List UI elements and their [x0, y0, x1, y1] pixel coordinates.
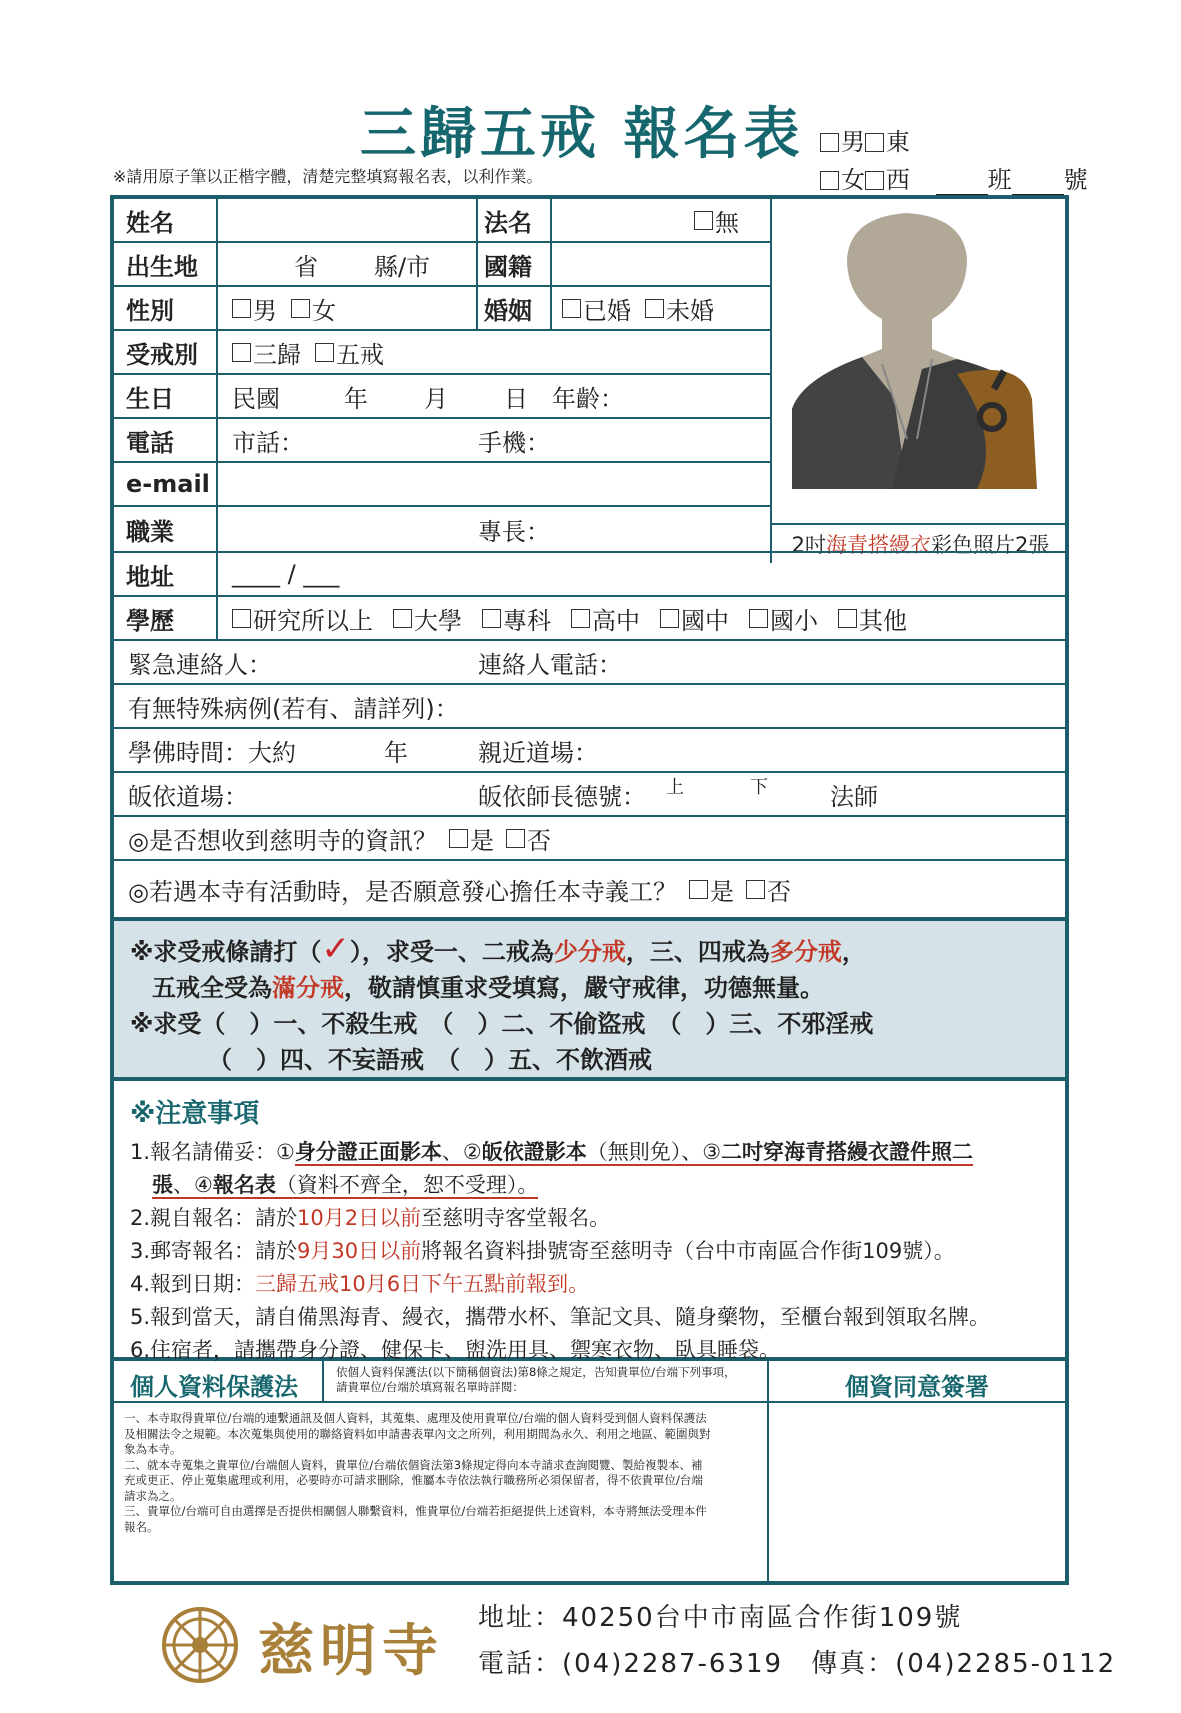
want-info-question[interactable]: ◎是否想收到慈明寺的資訊？ 是 否 — [128, 826, 551, 855]
female-checkbox[interactable] — [820, 171, 839, 190]
nearby-temple-field[interactable]: 親近道場： — [478, 738, 598, 767]
temple-name: 慈明寺 — [258, 1618, 444, 1684]
row-emergency — [114, 641, 1065, 685]
note-4: 4.報到日期：三歸五戒10月6日下午五點前報到。 — [130, 1272, 590, 1296]
address-label: 地址 — [126, 562, 174, 591]
row-study: 學佛時間：大約 年 親近道場： — [114, 729, 1065, 773]
landline-field[interactable]: 市話： — [232, 428, 304, 457]
class-field[interactable] — [936, 173, 988, 195]
privacy-body: 一、本寺取得貴單位/台端的連繫通訊及個人資料，其蒐集、處理及使用貴單位/台端的個人資料受到個人資料保護法及相關法令之規範。本次蒐集與使用的聯絡資料如申請書表單內文之所列，利用期間為永久、利用之地區、範圍與對象為本寺。 二、就本寺蒐集之貴單位/台端個人資料，貴單位/台端依個資法第3條規定得向本寺請求查詢閱覽、製給複製本、補充或更正、停止蒐集處理或利用，必要時亦可請求刪除，惟屬本寺依法執行職務所必須保留者，得不依貴單位/台端請求為之。 三、貴單位/台端可自由選擇是否提供相關個人聯繫資料，惟貴單位/台端若拒絕提供上述資料，本寺將無法受理本件報名。 — [124, 1411, 711, 1534]
form-frame — [110, 195, 1069, 1585]
row-birthplace — [114, 243, 770, 287]
number-field[interactable] — [1012, 173, 1064, 195]
name-field[interactable] — [218, 199, 466, 241]
dharma-name-label: 法名 — [484, 208, 532, 237]
row-illness — [114, 685, 1065, 729]
west-checkbox[interactable] — [865, 171, 884, 190]
male-checkbox[interactable] — [820, 133, 839, 152]
birthday-label: 生日 — [126, 384, 174, 413]
row-want-info — [114, 817, 1065, 861]
row-name — [114, 199, 770, 243]
precepts-line-2: 五戒全受為滿分戒，敬請慎重求受填寫，嚴守戒律，功德無量。 — [152, 974, 824, 1002]
silhouette-icon — [772, 199, 1071, 523]
precepts-panel — [114, 921, 1065, 1081]
note-2: 2.親自報名：請於10月2日以前至慈明寺客堂報名。 — [130, 1206, 611, 1230]
check-icon: ✓ — [321, 929, 350, 969]
page-title: 三歸五戒 報名表 — [360, 101, 804, 167]
birthplace-label: 出生地 — [126, 252, 198, 281]
temple-contact — [478, 1595, 1116, 1687]
job-label: 職業 — [126, 517, 174, 546]
county-city-text: 縣/市 — [374, 252, 431, 281]
photo-box[interactable] — [770, 199, 1069, 563]
gender-east-checkboxes[interactable]: 男 東 — [820, 122, 910, 157]
sex-options[interactable]: 男 女 — [232, 287, 336, 329]
precepts-line-1: ※求受戒條請打（✓），求受一、二戒為少分戒，三、四戒為多分戒， — [130, 929, 866, 969]
note-1-cont: 張、④報名表（資料不齊全，恕不受理）。 — [152, 1173, 539, 1197]
email-label: e-mail — [126, 470, 210, 498]
signature-field[interactable] — [769, 1405, 1065, 1581]
row-precept-type — [114, 331, 770, 375]
illness-field[interactable]: 有無特殊病例(若有、請詳列)： — [128, 694, 459, 723]
privacy-section — [114, 1361, 1065, 1583]
note-6: 6.住宿者，請攜帶身分證、健保卡、盥洗用具、禦寒衣物、臥具睡袋。 — [130, 1338, 781, 1362]
east-checkbox[interactable] — [865, 133, 884, 152]
privacy-title: 個人資料保護法 — [130, 1373, 298, 1401]
volunteer-question[interactable]: ◎若遇本寺有活動時，是否願意發心擔任本寺義工？ 是 否 — [128, 877, 791, 906]
temple-address: 地址：40250台中市南區合作街109號 — [478, 1603, 963, 1633]
note-5: 5.報到當天，請自備黑海青、縵衣，攜帶水杯、筆記文具、隨身藥物，至櫃台報到領取名牌。 — [130, 1305, 991, 1329]
notes-title: ※注意事項 — [130, 1099, 260, 1129]
specialty-field[interactable]: 專長： — [478, 517, 550, 546]
sign-title: 個資同意簽署 — [845, 1373, 989, 1401]
education-options[interactable]: 研究所以上 大學 專科 高中 國中 國小 其他 — [232, 597, 907, 639]
class-number-line: 女 西 班 號 — [820, 160, 1088, 195]
row-sex-marriage — [114, 287, 770, 331]
notes-section — [114, 1081, 1065, 1361]
sex-label: 性別 — [126, 296, 174, 325]
province-text: 省 — [294, 252, 318, 281]
refuge-master-field[interactable]: 皈依師長德號： — [478, 782, 646, 811]
row-education — [114, 597, 1065, 641]
phone-label: 電話 — [126, 428, 174, 457]
row-volunteer — [114, 861, 1065, 921]
refuge-temple-field[interactable]: 皈依道場： — [128, 782, 248, 811]
photo-caption: 2吋 海青搭縵衣 彩色照片2張 — [772, 523, 1069, 563]
precepts-line-4[interactable]: （ ）四、不妄語戒 （ ）五、不飲酒戒 — [208, 1046, 652, 1074]
no-dharma-name-option[interactable]: 無 — [694, 199, 739, 241]
note-1: 1.報名請備妥：①身分證正面影本、②皈依證影本（無則免）、③二吋穿海青搭縵衣證件照二 — [130, 1140, 974, 1164]
row-phone — [114, 419, 770, 463]
marriage-label: 婚姻 — [484, 296, 532, 325]
education-label: 學歷 — [126, 606, 174, 635]
precept-type-label: 受戒別 — [126, 340, 198, 369]
row-job — [114, 507, 770, 551]
row-birthday: 生日 民國 年 月 日 年齡： — [114, 375, 770, 419]
address-field[interactable]: ____ / ___ — [232, 560, 340, 588]
privacy-note: 依個人資料保護法(以下簡稱個資法)第8條之規定，告知貴單位/台端下列事項，請貴單位/台端於填寫報名單時詳閱： — [336, 1365, 736, 1394]
marriage-options[interactable]: 已婚 未婚 — [562, 287, 714, 329]
temple-phone-fax: 電話：(04)2287-6319 傳真：(04)2285-0112 — [478, 1649, 1117, 1679]
instructions: ※請用原子筆以正楷字體，清楚完整填寫報名表，以利作業。 — [113, 167, 543, 186]
row-email — [114, 463, 770, 507]
dharma-wheel-icon — [160, 1605, 240, 1685]
precepts-line-3[interactable]: ※求受（ ）一、不殺生戒 （ ）二、不偷盜戒 （ ）三、不邪淫戒 — [130, 1010, 874, 1038]
privacy-header — [114, 1361, 1065, 1403]
note-3: 3.郵寄報名：請於9月30日以前將報名資料掛號寄至慈明寺（台中市南區合作街109號）。 — [130, 1239, 955, 1263]
email-field[interactable] — [218, 463, 768, 505]
row-address — [114, 553, 1065, 597]
nationality-label: 國籍 — [484, 252, 532, 281]
study-time-field[interactable]: 學佛時間：大約 — [128, 738, 296, 767]
emergency-contact-field[interactable]: 緊急連絡人： — [128, 650, 272, 679]
precept-type-options[interactable]: 三歸 五戒 — [232, 331, 384, 373]
name-label: 姓名 — [126, 208, 174, 237]
contact-phone-field[interactable]: 連絡人電話： — [478, 650, 622, 679]
mobile-field[interactable]: 手機： — [478, 428, 550, 457]
row-refuge: 皈依道場： 皈依師長德號： 上 下 法師 — [114, 773, 1065, 817]
